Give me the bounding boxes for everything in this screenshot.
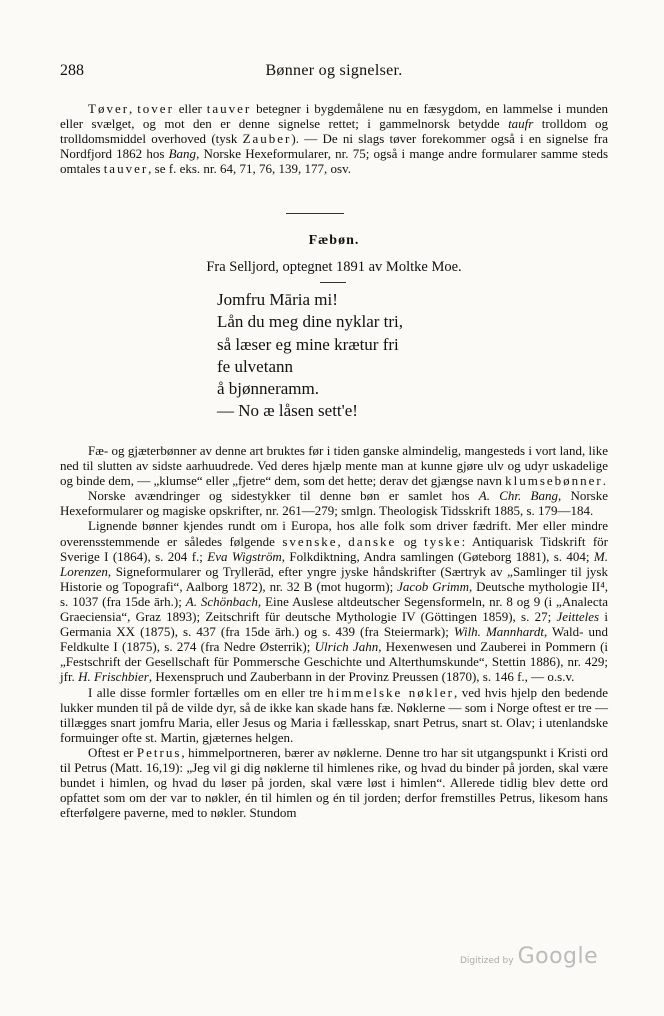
footnote-paragraph bbox=[60, 101, 608, 176]
text-run: Fæ- og gjæterbønner av denne art bruktes før i tiden ganske almindelig, mangesteds i vort land, like ned til slutten av sidste aarhuudrede. Ved deres hjælp mente man at kunne gjøre ulv og udyr uskadelige og binde dem, — „klumse“ eller „fjetre“ dem, som det hette; derav det gjængse navn bbox=[60, 443, 608, 489]
spaced-emphasis: danske bbox=[348, 533, 397, 549]
verse-line: Lån du meg dine nyklar tri, bbox=[217, 312, 404, 332]
text-run: Lignende bønner kjendes rundt om i Europa, hos alle folk som driver fædrift. Mer eller mindre overensstemmende er således følgende bbox=[60, 518, 608, 549]
commentary-paragraph bbox=[60, 685, 608, 745]
spaced-emphasis: klumsebønner bbox=[505, 473, 603, 489]
text-run: og bbox=[396, 533, 425, 549]
watermark-prefix: Digitized by bbox=[460, 956, 514, 966]
footnote-block bbox=[60, 101, 608, 176]
text-run: , Wald- und Feldkulte I (1875), s. 274 (fra Nedre Østerrik); bbox=[60, 624, 608, 655]
text-run: , Norske Hexeformularer og magiske opskrifter, nr. 261—279; smlgn. Theologisk Tidsskrift 1885, s. 179—184. bbox=[60, 488, 609, 519]
text-run: , Norske Hexeformularer, nr. 75; også i mange andre formularer samme steds omtales bbox=[60, 146, 608, 177]
text-run: . bbox=[602, 473, 607, 489]
spaced-emphasis: svenske bbox=[282, 533, 338, 549]
verse-line: så læser eg mine krætur fri bbox=[217, 334, 399, 354]
running-title: Bønner og signelser. bbox=[265, 62, 403, 79]
text-run: , bbox=[337, 533, 349, 549]
section-title: Fæbøn. bbox=[308, 233, 360, 248]
text-run: : Antiquarisk Tidskrift för Sverige I (1864), s. 204 f.; bbox=[60, 533, 608, 564]
author-or-title-italic: Bang bbox=[168, 146, 197, 162]
text-run: Oftest er bbox=[88, 744, 137, 760]
author-or-title-italic: Ulrich Jahn bbox=[314, 639, 379, 655]
spaced-emphasis: tauver bbox=[103, 161, 149, 177]
commentary-paragraph bbox=[60, 745, 608, 820]
text-run: , Signeformularer og Tryllerād, efter yngre jyske håndskrifter (Særtryk av „Samlinger til jysk Historie og Topografi“, Aalborg 1872), nr. 32 B (mot hugorm); bbox=[60, 563, 608, 594]
text-run: I alle disse formler fortælles om en eller tre bbox=[88, 684, 328, 700]
verse-line: Jomfru Māria mi! bbox=[217, 290, 338, 309]
text-run: , ved hvis hjelp den bedende lukker munden til på de vilde dyr, så de ikke kan skade hans fæ. Nøklerne — som i Norge oftest er tre — tillægges snart jomfru Maria, eller Jesus og Maria i fællesskap, snart Petrus, snart st. Olav; i utenlandske formuinger ofte st. Martin, gjæternes helgen. bbox=[60, 684, 608, 745]
author-or-title-italic: Eva Wigström bbox=[207, 548, 282, 564]
commentary-paragraph bbox=[60, 488, 608, 518]
text-run: betegner i bygdemålene nu en fæsygdom, en lammelse i munden eller svælget, og mot den er denne signelse rettet; i gammelnorsk betydde bbox=[60, 101, 609, 132]
verse-line: fe ulvetann bbox=[217, 356, 293, 376]
text-run: , bbox=[129, 101, 138, 116]
text-run: , Eine Auslese altdeutscher Segensformeln, nr. 8 og 9 (i „Analecta Graeciensia“, Graz 1893); Zeitschrift für deutsche Mythologie IV (Göttingen 1859), s. 27; bbox=[60, 593, 608, 625]
text-run: , himmelportneren, bærer av nøklerne. Denne tro har sit utgangspunkt i Kristi ord til Petrus (Matt. 16,19): „Jeg vil gi dig nøklerne til himlenes rike, og hvad du binder på jorden, skal være bundet i himlen, og hvad du løser på jorden, skal være løst i himlen“. Allerede tidlig blev dette ord opfattet som om der var to nøkler, én til himlen og én til jorden; derfor fremstilles Petrus, likesom hans efterfølgere paverne, med to nøkler. Stundom bbox=[60, 744, 608, 821]
page-header bbox=[60, 62, 608, 84]
text-run: , Deutsche mythologie II⁴, s. 1037 (fra 15de ārh.); bbox=[60, 578, 608, 609]
author-or-title-italic: taufr bbox=[508, 116, 534, 132]
incantation-verse bbox=[217, 289, 403, 423]
text-run: trolldom og trolldomsmiddel overhoved (tysk bbox=[60, 116, 608, 147]
spaced-emphasis: himmelske nøkler bbox=[327, 684, 454, 700]
commentary-paragraph bbox=[60, 518, 608, 684]
text-run: eller bbox=[173, 101, 207, 116]
spaced-emphasis: tauver bbox=[206, 101, 252, 116]
author-or-title-italic: Wilh. Mannhardt bbox=[453, 624, 544, 640]
text-run: i Germania XX (1875), s. 437 (fra 15de ārh.) og s. 439 (fra Steiermark); bbox=[60, 609, 608, 640]
section-divider bbox=[286, 213, 344, 214]
verse-line: å bjønneramm. bbox=[217, 379, 319, 399]
spaced-emphasis: Zauber bbox=[242, 131, 292, 147]
page-number: 288 bbox=[60, 62, 84, 79]
digitized-watermark bbox=[460, 944, 598, 969]
section-subtitle: Fra Selljord, optegnet 1891 av Moltke Moe. bbox=[206, 259, 462, 275]
text-run: , Hexenwesen und Zauberei in Pommern (i „Festschrift der Gesellschaft für Pommersche Geschichte und Alterthumskunde“, Stettin 1886), nr. 429; jfr. bbox=[60, 639, 609, 685]
text-run: ). — De ni slags tøver forekommer også i en signelse fra Nordfjord 1862 hos bbox=[60, 131, 608, 162]
author-or-title-italic: M. Lorenzen bbox=[60, 548, 609, 579]
text-run: Norske avændringer og sidestykker til denne bøn er samlet hos bbox=[88, 488, 479, 504]
author-or-title-italic: H. Frischbier bbox=[78, 669, 149, 685]
commentary-block bbox=[60, 443, 608, 820]
author-or-title-italic: A. Schönbach bbox=[185, 593, 258, 609]
spaced-emphasis: tyske bbox=[424, 533, 462, 549]
author-or-title-italic: Jacob Grimm bbox=[397, 578, 469, 594]
spaced-emphasis: tover bbox=[137, 101, 174, 116]
author-or-title-italic: A. Chr. Bang bbox=[478, 488, 558, 504]
subtitle-rule bbox=[320, 282, 346, 283]
author-or-title-italic: Jeitteles bbox=[556, 609, 600, 625]
text-run: , Folkdiktning, Andra samlingen (Gøteborg 1881), s. 404; bbox=[281, 548, 594, 564]
spaced-emphasis: Petrus bbox=[136, 744, 182, 760]
text-run: , se f. eks. nr. 64, 71, 76, 139, 177, osv. bbox=[148, 161, 351, 177]
text-run: , Hexenspruch und Zauberbann in der Provinz Preussen (1870), s. 146 f., — o.s.v. bbox=[148, 669, 575, 685]
spaced-emphasis: Tøver bbox=[88, 101, 130, 116]
google-logo: Google bbox=[517, 944, 599, 969]
verse-line: — No æ låsen sett'e! bbox=[217, 401, 358, 421]
commentary-paragraph bbox=[60, 443, 608, 488]
